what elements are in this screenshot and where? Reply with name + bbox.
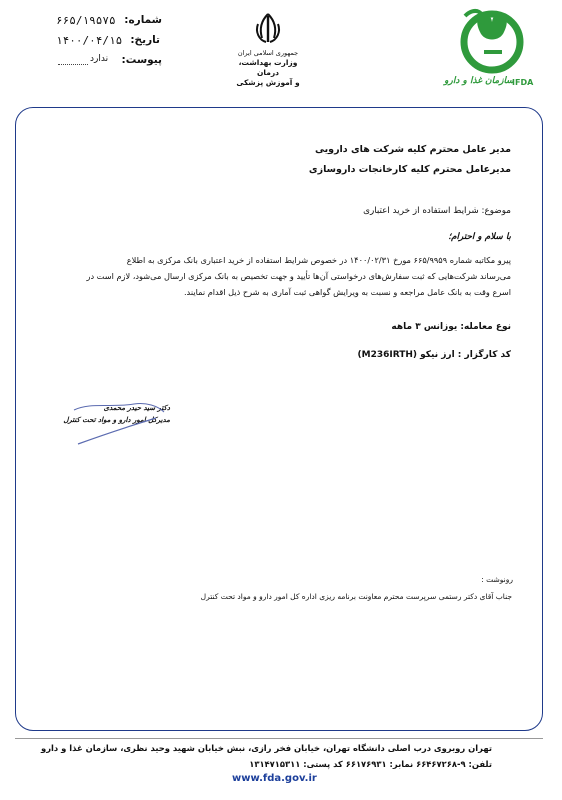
body-line-2: می‌رساند شرکت‌هایی که ثبت سفارش‌های درخواستی آن‌ها تأیید و جهت تخصیص به بانک مرکزی ارسال می‌شود، لازم است در (86, 271, 511, 281)
emblem (228, 12, 308, 92)
cc-label: رونوشت : (481, 575, 513, 584)
footer-address: تهران روبروی درب اصلی دانشگاه تهران، خیابان فخر رازی، نبش خیابان شهید وحید نظری، سازمان غذا و دارو (41, 743, 492, 753)
cc-text: جناب آقای دکتر رستمی سرپرست محترم معاونت برنامه ریزی اداره کل امور دارو و مواد تحت کنترل (200, 592, 512, 601)
logo-text: سازمان غذا و دارو (444, 76, 514, 86)
body-line-1: پیرو مکاتبه شماره ۶۶۵/۹۹۵۹ مورخ ۱۴۰۰/۰۲/۳۱ در خصوص شرایط استفاده از خرید اعتباری بانک مرکزی به اطلاع (126, 255, 511, 265)
body-line-3: اسرع وقت به بانک عامل مراجعه و نسبت به ویرایش گواهی ثبت آماری به شرح ذیل اقدام نمایند. (183, 287, 511, 297)
signature-title: مدیرکل امور دارو و مواد تحت کنترل (63, 416, 170, 424)
date-value: ۱۴۰۰/۰۴/۱۵ (56, 34, 123, 47)
footer-divider (15, 738, 543, 739)
iran-emblem-icon (253, 12, 283, 44)
attachment-value: ندارد (90, 54, 109, 64)
attachment-label: پیوست: (121, 54, 162, 66)
subject: موضوع: شرایط استفاده از خرید اعتباری (363, 206, 511, 216)
attachment-dots (58, 64, 88, 65)
header-fields (50, 14, 162, 74)
number-value: ۶۶۵/۱۹۵۷۵ (56, 14, 116, 27)
emblem-line-3: و آموزش پزشکی (236, 78, 300, 87)
greeting: با سلام و احترام؛ (448, 232, 511, 242)
website-link[interactable]: www.fda.gov.ir (232, 773, 317, 784)
signature-scribble (60, 400, 170, 450)
number-label: شماره: (124, 14, 162, 26)
signature-block (60, 400, 170, 460)
addressee-2: مدیرعامل محترم کلیه کارخانجات داروسازی (308, 164, 511, 175)
logo-abbr: IFDA (512, 78, 534, 87)
signature-name: دکتر سید حیدر محمدی (103, 404, 170, 412)
emblem-line-2: وزارت بهداشت، درمان (238, 58, 298, 77)
letter-body (41, 252, 511, 300)
emblem-line-1: جمهوری اسلامی ایران (237, 49, 299, 57)
addressee-1: مدیر عامل محترم کلیه شرکت های دارویی (314, 144, 511, 155)
broker-code: کد کارگزار : ارز نیکو (M236IRTH) (357, 350, 511, 360)
deal-type: نوع معامله: یوزانس ۳ ماهه (391, 322, 511, 332)
date-label: تاریخ: (130, 34, 160, 46)
ifda-logo (440, 2, 540, 98)
footer-contact: تلفن: ۹-۶۶۴۶۷۲۶۸ نمابر: ۶۶۱۷۶۹۳۱ کد پستی: ۱۳۱۴۷۱۵۳۱۱ (249, 759, 492, 769)
